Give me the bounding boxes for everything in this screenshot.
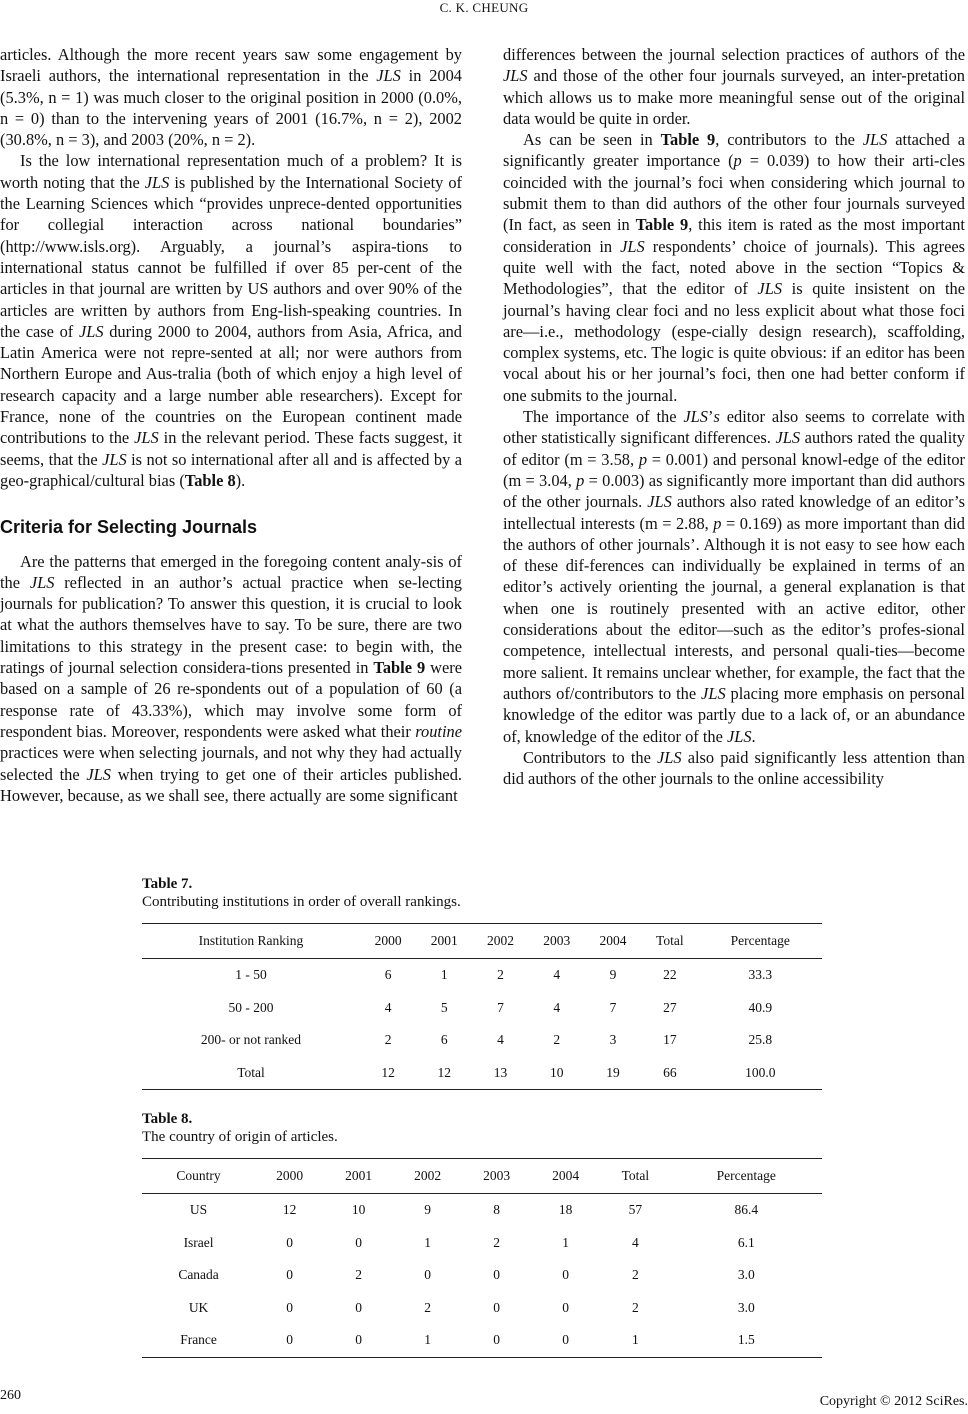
table-cell: 4 bbox=[631, 1234, 639, 1250]
table-row bbox=[142, 1292, 822, 1325]
table-8-caption: The country of origin of articles. bbox=[142, 1129, 338, 1145]
table-cell: 12 bbox=[381, 1064, 395, 1080]
table-cell: 0 bbox=[424, 1267, 431, 1283]
table-cell: 3.0 bbox=[737, 1299, 755, 1315]
table-cell: 4 bbox=[384, 999, 392, 1015]
table-cell: 19 bbox=[606, 1064, 620, 1080]
table-cell: 27 bbox=[663, 999, 677, 1015]
table-cell: 0 bbox=[562, 1332, 569, 1348]
table-cell: 1 bbox=[562, 1234, 569, 1250]
table-cell: 2 bbox=[553, 1032, 561, 1048]
table-cell: 1 bbox=[424, 1234, 431, 1250]
table-header-cell: 2001 bbox=[345, 1168, 373, 1183]
right-paragraph-3: The importance of the JLS’s editor also seems to correlate with other statistically significant differences. JLS authors rated the quality of editor (m = 3.58, p = 0.001) and personal knowl-edge of the editor (m = 3.04, p = 0.003) as significantly more important than did authors of the other journals. JLS authors also rated knowledge of an editor’s intellectual interests (m = 2.88, p = 0.169) as more important than did the authors of other journals’. Although it is not easy to see how each of these dif-ferences can individually be explained in terms of an editor’s actively orienting the journal, a general explanation is that when one is routinely presented with an active editor, other considerations about the editor—such as the editor’s profes-sional competence, intellectual interests, and personal quali-ties—become more salient. It remains unclear whether, for example, the fact that the authors of/contributors to the JLS placing more emphasis on personal knowledge of the editor was partly due to a lack of, or an abundance of, knowledge of the editor of the JLS. bbox=[503, 407, 966, 746]
table-header-cell: 2001 bbox=[430, 933, 458, 948]
table-row bbox=[142, 1057, 822, 1090]
table-header-cell: 2002 bbox=[487, 933, 515, 948]
table-cell: 0 bbox=[493, 1267, 500, 1283]
table-cell: 40.9 bbox=[748, 999, 773, 1015]
table-cell: 18 bbox=[558, 1202, 573, 1218]
table-header-cell: 2000 bbox=[374, 933, 402, 948]
table-cell: France bbox=[180, 1332, 217, 1348]
table-8-title: Table 8. bbox=[142, 1111, 193, 1127]
table-cell: 5 bbox=[440, 999, 448, 1015]
table-cell: 10 bbox=[351, 1202, 366, 1218]
table-cell: 2 bbox=[493, 1234, 500, 1250]
left-paragraph-1: articles. Although the more recent years saw some engagement by Israeli authors, the international representation in the JLS in 2004 (5.3%, n = 1) was much closer to the original position in 2000 (0.0%, n = 0) than to the intervening years of 2001 (16.7%, n = 2), 2002 (30.8%, n = 3), and 2003 (20%, n = 2). bbox=[0, 45, 462, 150]
table-8-grid bbox=[142, 1158, 822, 1358]
right-paragraph-2: As can be seen in Table 9, contributors to the JLS attached a significantly greater importance (p = 0.039) to how their arti-cles coincided with the journal’s foci when considering which journal to submit them to than did authors of the other four journals surveyed (In fact, as seen in Table 9, this item is rated as the most important consideration in JLS respondents’ choice of journals). This agrees quite well with the fact, noted above in the section “Topics & Methodologies”, that the editor of JLS is quite insistent on the journal’s having clear foci and no less explicit about what those foci are—i.e., methodology (espe-cially design research), scaffolding, complex systems, etc. The logic is quite obvious: if an editor has been vocal about his or her journal’s foci, then one had better conform if one submits to the journal. bbox=[503, 130, 966, 405]
table-7 bbox=[142, 875, 822, 1090]
table-cell: Total bbox=[237, 1064, 265, 1080]
table-cell: 2 bbox=[497, 967, 504, 983]
table-cell: Israel bbox=[183, 1234, 214, 1250]
table-cell: 22 bbox=[663, 967, 677, 983]
table-header-cell: 2004 bbox=[599, 933, 627, 948]
table-cell: 3 bbox=[609, 1032, 617, 1048]
right-column bbox=[503, 44, 965, 789]
table-cell: 6 bbox=[440, 1032, 448, 1048]
table-cell: 7 bbox=[609, 999, 617, 1015]
table-cell: 1 bbox=[424, 1332, 431, 1348]
page-number: 260 bbox=[0, 1388, 21, 1403]
table-header-cell: Institution Ranking bbox=[198, 933, 304, 948]
table-header-cell: 2003 bbox=[543, 933, 571, 948]
table-cell: 0 bbox=[286, 1234, 293, 1250]
left-column bbox=[0, 44, 462, 806]
table-cell: 0 bbox=[286, 1267, 293, 1283]
table-cell: 0 bbox=[355, 1234, 362, 1250]
table-cell: 10 bbox=[550, 1064, 564, 1080]
table-cell: 4 bbox=[553, 967, 561, 983]
table-cell: 0 bbox=[562, 1267, 569, 1283]
table-cell: 2 bbox=[631, 1299, 639, 1315]
table-header-cell: Total bbox=[621, 1168, 650, 1183]
table-cell: 1 bbox=[631, 1332, 639, 1348]
right-paragraph-4: Contributors to the JLS also paid significantly less attention than did authors of the other journals to the online accessibility bbox=[503, 747, 965, 789]
table-7-caption: Contributing institutions in order of overall rankings. bbox=[142, 894, 461, 910]
table-cell: 25.8 bbox=[748, 1032, 773, 1048]
table-cell: 4 bbox=[553, 999, 561, 1015]
table-cell: 0 bbox=[562, 1299, 569, 1315]
table-cell: 13 bbox=[493, 1064, 508, 1080]
table-header-cell: Total bbox=[656, 933, 684, 948]
running-head: C. K. CHEUNG bbox=[439, 0, 529, 15]
table-header-cell: 2000 bbox=[276, 1168, 304, 1183]
table-header-cell: 2002 bbox=[414, 1168, 442, 1183]
table-header-row bbox=[142, 1159, 822, 1194]
table-7-grid bbox=[142, 923, 822, 1090]
table-cell: 2 bbox=[355, 1267, 362, 1283]
section-heading: Criteria for Selecting Journals bbox=[0, 517, 258, 538]
table-row bbox=[142, 1024, 822, 1057]
left-paragraph-3: Are the patterns that emerged in the foregoing content analy-sis of the JLS reflected in an author’s actual practice when se-lecting journals for publication? To answer this question, it is crucial to look at what the authors themselves have to say. To be sure, there are two limitations to this strategy in the present case: to begin with, the ratings of journal selection considera-tions presented in Table 9 were based on a sample of 26 re-spondents out of a population of 60 (a response rate of 43.33%), which may involve some form of respondent bias. Moreover, respondents were asked what their routine practices were when selecting journals, and not why they had actually selected the JLS when trying to get one of their articles published. However, because, as we shall see, there actually are some significant bbox=[0, 551, 462, 805]
table-row bbox=[142, 959, 822, 992]
table-cell: 4 bbox=[497, 1032, 504, 1048]
table-8 bbox=[142, 1110, 822, 1358]
table-cell: 0 bbox=[286, 1332, 293, 1348]
table-cell: 3.0 bbox=[737, 1267, 755, 1283]
table-header-cell: 2003 bbox=[483, 1168, 511, 1183]
table-cell: 0 bbox=[286, 1299, 293, 1315]
table-cell: UK bbox=[188, 1299, 209, 1315]
table-cell: 7 bbox=[497, 999, 504, 1015]
table-cell: 200- or not ranked bbox=[200, 1032, 302, 1048]
copyright-notice: Copyright © 2012 SciRes. bbox=[819, 1394, 968, 1409]
table-header-cell: Country bbox=[176, 1168, 221, 1183]
table-header-row bbox=[142, 924, 822, 959]
table-cell: 6 bbox=[384, 967, 392, 983]
table-row bbox=[142, 1194, 822, 1227]
table-cell: 12 bbox=[282, 1202, 297, 1218]
table-cell: 8 bbox=[493, 1202, 500, 1218]
table-cell: 0 bbox=[355, 1299, 362, 1315]
table-7-title: Table 7. bbox=[142, 876, 193, 892]
table-cell: 9 bbox=[609, 967, 617, 983]
right-paragraph-1: differences between the journal selection practices of authors of the JLS and those of the other four journals surveyed, an inter-pretation which allows us to make more meaningful sense out of the original data would be quite in order. bbox=[503, 45, 965, 128]
table-cell: US bbox=[189, 1202, 208, 1218]
table-cell: 1 bbox=[440, 967, 448, 983]
table-row bbox=[142, 1227, 822, 1260]
table-cell: 12 bbox=[437, 1064, 452, 1080]
table-cell: 0 bbox=[493, 1299, 500, 1315]
table-cell: 57 bbox=[628, 1202, 643, 1218]
table-cell: 0 bbox=[355, 1332, 362, 1348]
table-cell: 86.4 bbox=[734, 1202, 759, 1218]
table-header-cell: 2004 bbox=[552, 1168, 580, 1183]
table-header-cell: Percentage bbox=[716, 1168, 776, 1183]
table-cell: Canada bbox=[178, 1267, 219, 1283]
table-cell: 2 bbox=[384, 1032, 392, 1048]
table-cell: 0 bbox=[493, 1332, 500, 1348]
table-cell: 9 bbox=[424, 1202, 431, 1218]
table-cell: 1 - 50 bbox=[235, 967, 267, 983]
table-cell: 2 bbox=[631, 1267, 639, 1283]
table-row bbox=[142, 1324, 822, 1357]
table-cell: 33.3 bbox=[748, 967, 773, 983]
table-header-cell: Percentage bbox=[730, 933, 790, 948]
table-cell: 17 bbox=[663, 1032, 677, 1048]
table-cell: 50 - 200 bbox=[228, 999, 274, 1015]
table-row bbox=[142, 992, 822, 1025]
table-row bbox=[142, 1259, 822, 1292]
table-cell: 1.5 bbox=[737, 1332, 755, 1348]
table-cell: 2 bbox=[424, 1299, 431, 1315]
table-cell: 100.0 bbox=[745, 1064, 776, 1080]
table-cell: 66 bbox=[663, 1064, 677, 1080]
left-paragraph-2: Is the low international representation much of a problem? It is worth noting that the JLS is published by the International Society of the Learning Sciences which “provides unprece-dented opportunities for collegial interaction across national boundaries” (http://www.isls.org). Arguably, a journal’s aspira-tions to international status cannot be fulfilled if over 85 per-cent of the articles in that journal are written by US authors and over 90% of the articles are written by authors from Eng-lish-speaking countries. In the case of JLS during 2000 to 2004, authors from Asia, Africa, and Latin America were not repre-sented at all; nor were authors from Northern Europe and Aus-tralia (both of which enjoy a high level of research capacity and a large number able researchers). Except for France, none of the countries on the European continent made contributions to the JLS in the relevant period. These facts suggest, it seems, that the JLS is not so international after all and is affected by a geo-graphical/cultural bias (Table 8). bbox=[0, 151, 463, 490]
table-cell: 6.1 bbox=[737, 1234, 755, 1250]
